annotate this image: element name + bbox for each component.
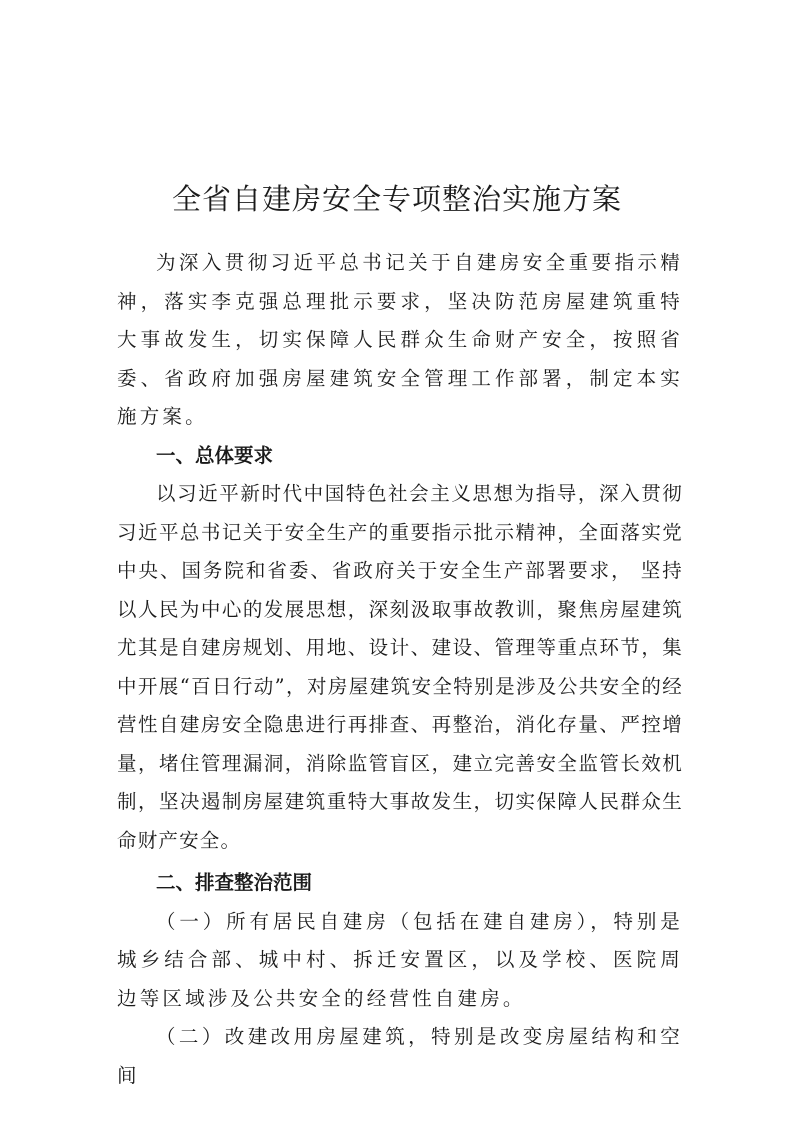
document-title: 全省自建房安全专项整治实施方案 (171, 182, 622, 217)
document-body (117, 244, 683, 1095)
section-1-paragraph: 以习近平新时代中国特色社会主义思想为指导，深入贯彻习近平总书记关于安全生产的重要指示批示精神，全面落实党中央、国务院和省委、省政府关于安全生产部署要求， 坚持以人民为中心的发展思想，深刻汲取事故教训，聚焦房屋建筑尤其是自建房规划、用地、设计、建设、管理等重点环节，集中开展“百日行动”，对房屋建筑安全特别是涉及公共安全的经营性自建房安全隐患进行再排查、再整治，消化存量、严控增量，堵住管理漏洞，消除监管盲区，建立完善安全监管长效机制，坚决遏制房屋建筑重特大事故发生，切实保障人民群众生命财产安全。 (117, 482, 683, 852)
section-2-item-1: （一）所有居民自建房（包括在建自建房），特别是城乡结合部、城中村、拆迁安置区，以及学校、医院周边等区域涉及公共安全的经营性自建房。 (117, 909, 683, 1010)
section-2-heading: 二、排查整治范围 (156, 871, 313, 894)
section-2-item-2: （二）改建改用房屋建筑，特别是改变房屋结构和空间 (117, 1025, 683, 1087)
intro-paragraph: 为深入贯彻习近平总书记关于自建房安全重要指示精神，落实李克强总理批示要求，坚决防范房屋建筑重特大事故发生，切实保障人民群众生命财产安全，按照省委、省政府加强房屋建筑安全管理工作部署，制定本实施方案。 (117, 251, 683, 428)
section-1-heading: 一、总体要求 (156, 443, 274, 467)
